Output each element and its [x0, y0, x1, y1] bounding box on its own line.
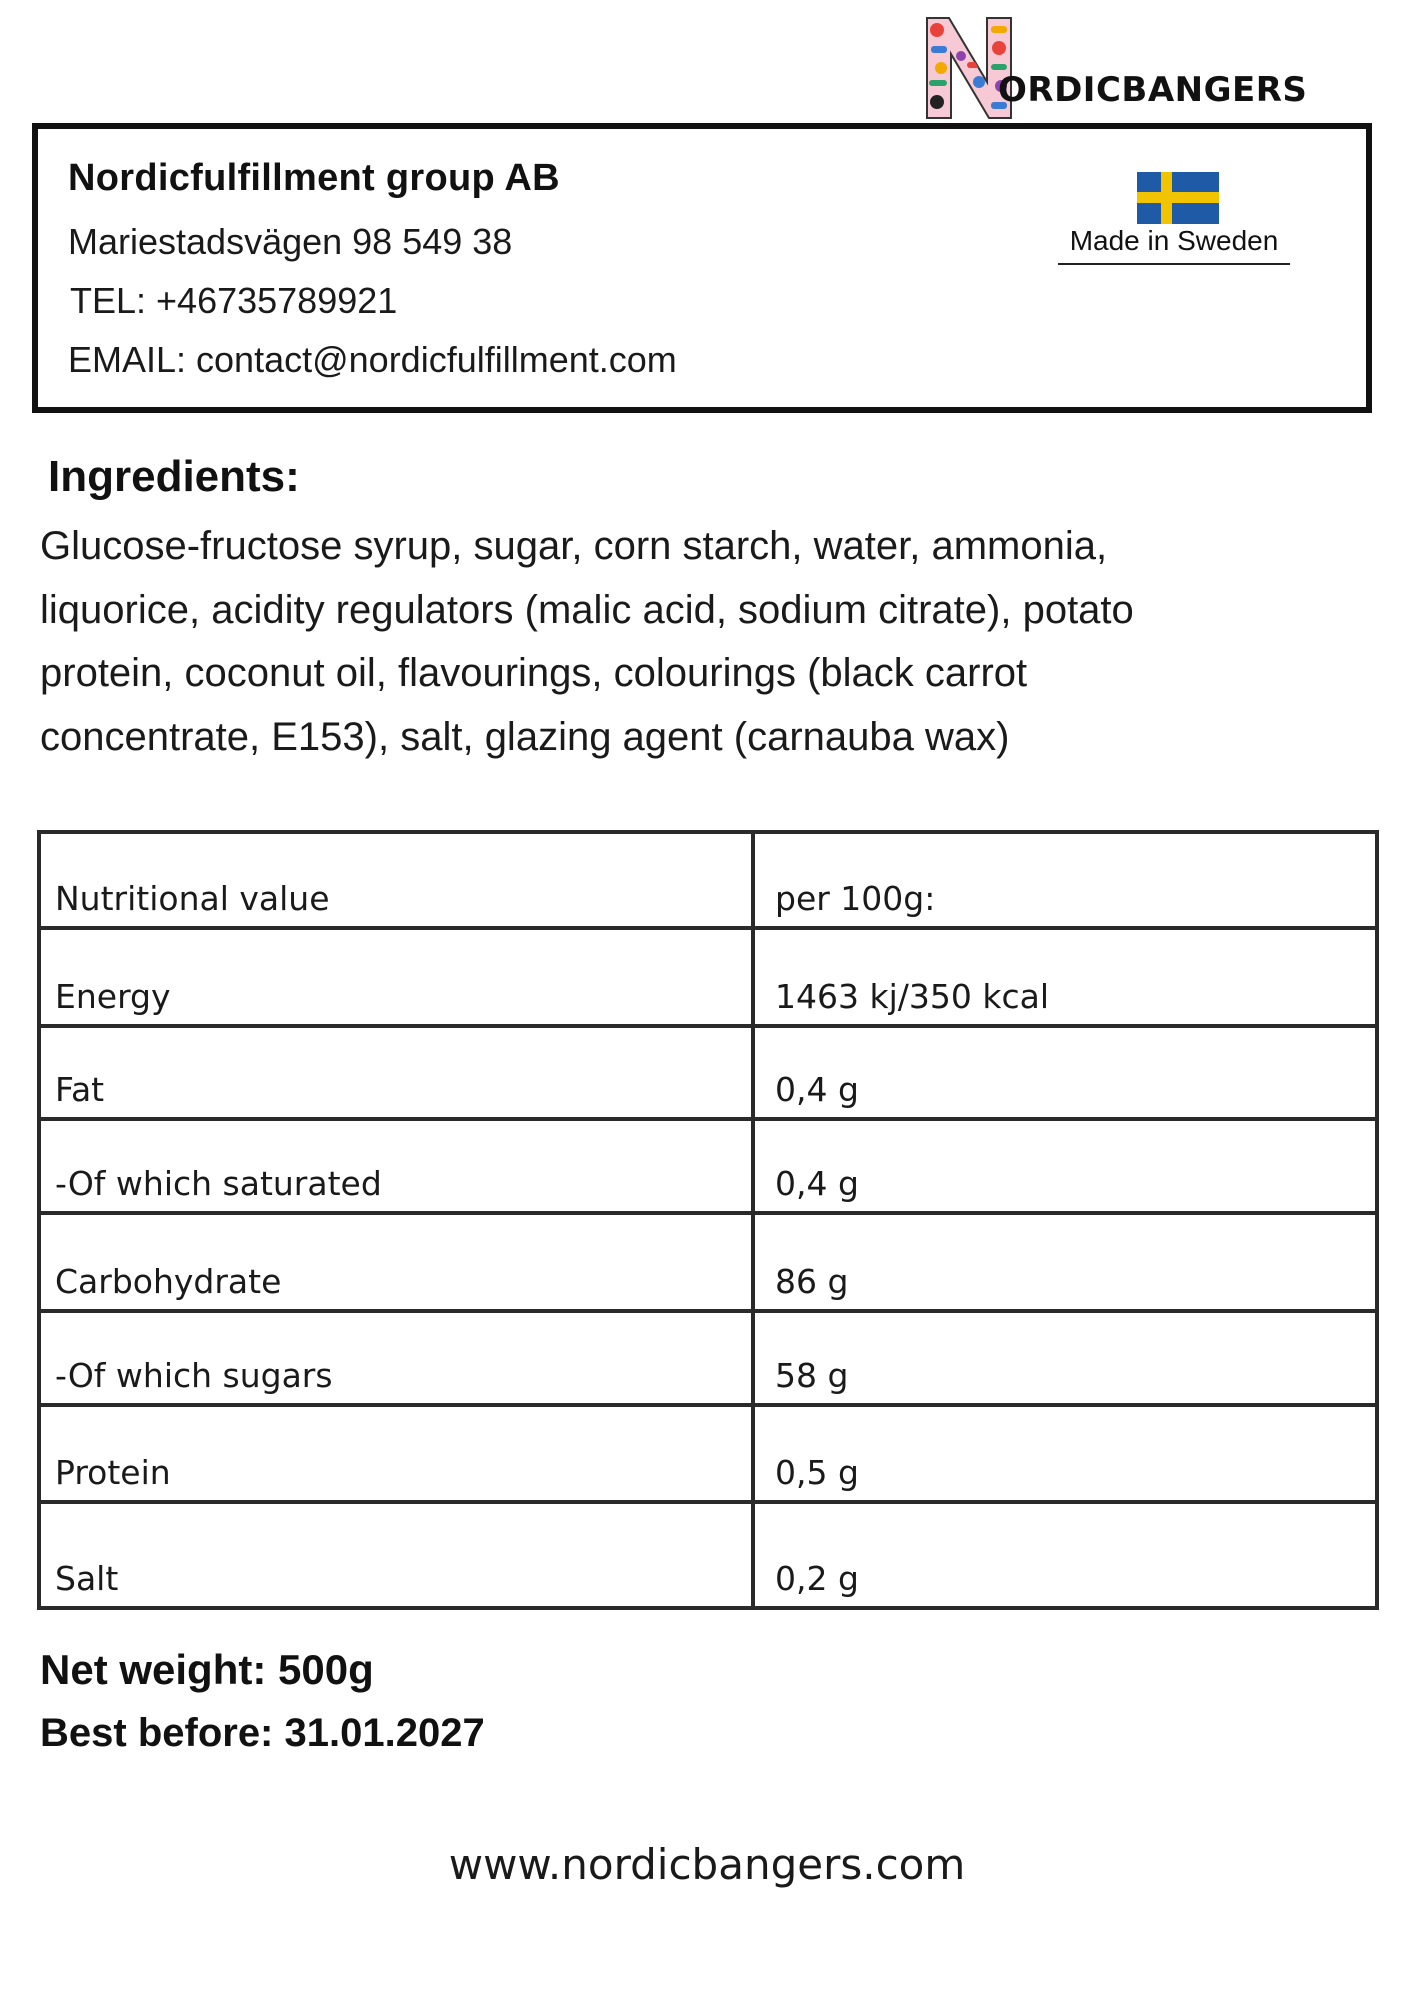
nutrition-table: [37, 830, 1379, 1610]
table-row: [39, 928, 1377, 1026]
ingredients-title: Ingredients:: [48, 452, 300, 501]
table-row: [39, 1405, 1377, 1502]
company-address: Mariestadsvägen 98 549 38: [68, 221, 513, 262]
company-email: EMAIL: contact@nordicfulfillment.com: [68, 339, 677, 380]
nutrient-label: Fat: [39, 1026, 753, 1119]
table-row: [39, 1502, 1377, 1608]
ingredients-line: concentrate, E153), salt, glazing agent (carnauba wax): [40, 714, 1010, 759]
nutrition-header-value: per 100g:: [753, 832, 1377, 928]
best-before-date: Best before: 31.01.2027: [40, 1711, 485, 1755]
nutrient-value: 0,4 g: [753, 1119, 1377, 1213]
table-row: [39, 1213, 1377, 1311]
nutrient-value: 58 g: [753, 1311, 1377, 1405]
sweden-flag-icon: [1137, 172, 1219, 224]
table-header-row: [39, 832, 1377, 928]
ingredients-text: [40, 515, 1340, 769]
nutrient-label: Protein: [39, 1405, 753, 1502]
nordicbangers-logo: [925, 16, 1315, 120]
company-name: Nordicfulfillment group AB: [68, 157, 560, 199]
table-row: [39, 1119, 1377, 1213]
ingredients-line: liquorice, acidity regulators (malic acid, sodium citrate), potato: [40, 587, 1134, 632]
table-row: [39, 1026, 1377, 1119]
nutrient-value: 0,5 g: [753, 1405, 1377, 1502]
nutrient-label: -Of which sugars: [39, 1311, 753, 1405]
made-in-sweden-label: Made in Sweden: [1058, 225, 1290, 265]
nutrient-value: 1463 kj/350 kcal: [753, 928, 1377, 1026]
website-url: www.nordicbangers.com: [448, 1840, 966, 1889]
nutrient-value: 86 g: [753, 1213, 1377, 1311]
nutrient-value: 0,2 g: [753, 1502, 1377, 1608]
net-weight: Net weight: 500g: [40, 1646, 374, 1693]
nutrient-label: Carbohydrate: [39, 1213, 753, 1311]
nutrition-header-label: Nutritional value: [39, 832, 753, 928]
logo-wordmark: ORDICBANGERS: [998, 70, 1308, 110]
company-info-box: [32, 123, 1372, 413]
table-row: [39, 1311, 1377, 1405]
ingredients-line: protein, coconut oil, flavourings, colourings (black carrot: [40, 651, 1028, 695]
nutrient-label: -Of which saturated: [39, 1119, 753, 1213]
nutrient-label: Energy: [39, 928, 753, 1026]
nutrient-value: 0,4 g: [753, 1026, 1377, 1119]
nutrient-label: Salt: [39, 1502, 753, 1608]
company-phone: TEL: +46735789921: [70, 280, 398, 321]
ingredients-line: Glucose-fructose syrup, sugar, corn starch, water, ammonia,: [40, 524, 1108, 568]
